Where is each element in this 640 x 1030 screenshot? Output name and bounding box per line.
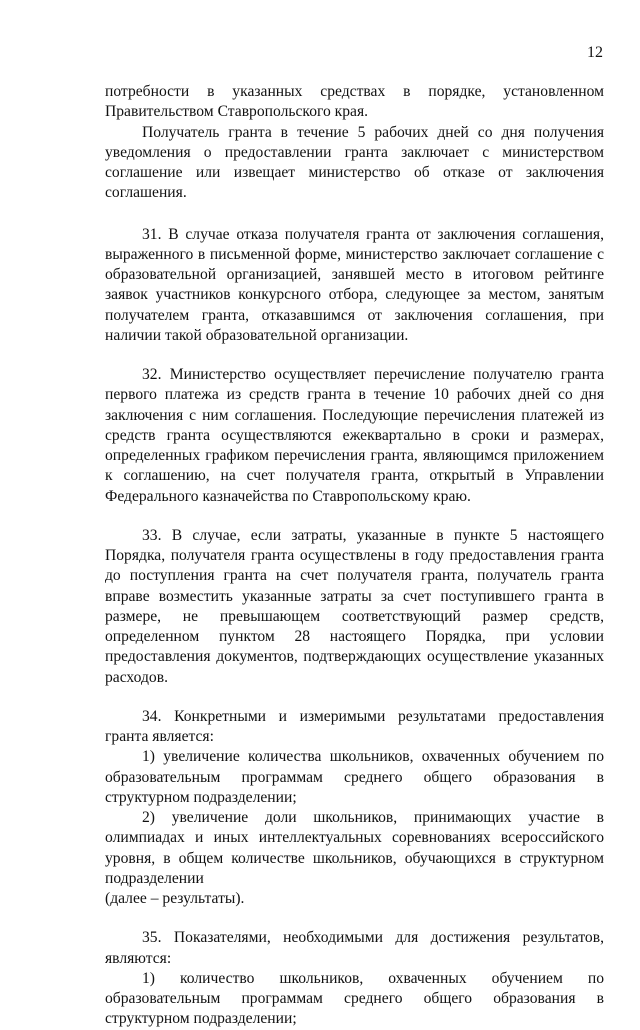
page-number: 12 [587, 44, 603, 61]
paragraph-34-item-2: 2) увеличение доли школьников, принимающих участие в олимпиадах и иных интеллектуальных соревнованиях всероссийского уровня, в общем количестве школьников, обучающихся в структурном подразделении [105, 809, 604, 887]
paragraph-34-item-2-tail: (далее – результаты). [105, 890, 245, 907]
paragraph-33: 33. В случае, если затраты, указанные в пункте 5 настоящего Порядка, получателя гранта осуществлены в году предоставления гранта до поступления гранта на счет получателя гранта, получатель гранта вправе возместить указанные затраты за счет поступившего гранта в размере, не превышающем соответствующий размер средств, определенном пунктом 28 настоящего Порядка, при условии предоставления документов, подтверждающих осуществление указанных расходов. [105, 526, 604, 686]
paragraph-continuation: потребности в указанных средствах в порядке, установленном Правительством Ставропольского края. [105, 83, 604, 121]
paragraph-34: 34. Конкретными и измеримыми результатами предоставления гранта является: [105, 707, 604, 745]
document-body [105, 82, 604, 1030]
paragraph-31: 31. В случае отказа получателя гранта от заключения соглашения, выраженного в письменной форме, министерство заключает соглашение с образовательной организацией, занявшей место в итоговом рейтинге заявок участников конкурсного отбора, следующее за местом, занятым получателем гранта, отказавшимся от заключения соглашения, при наличии такой образовательной организации. [105, 225, 604, 344]
paragraph-agreement-notice: Получатель гранта в течение 5 рабочих дней со дня получения уведомления о предоставлении гранта заключает с министерством соглашение или извещает министерство об отказе от заключения соглашения. [105, 123, 604, 202]
paragraph-35: 35. Показателями, необходимыми для достижения результатов, являются: [105, 929, 604, 967]
paragraph-35-item-1: 1) количество школьников, охваченных обучением по образовательным программам среднего общего образования в структурном подразделении; [105, 969, 604, 1028]
paragraph-32: 32. Министерство осуществляет перечисление получателю гранта первого платежа из средств гранта в течение 10 рабочих дней со дня заключения с ним соглашения. Последующие перечисления платежей из средств гранта осуществляются ежеквартально в сроки и размерах, определенных графиком перечисления гранта, являющимся приложением к соглашению, на счет получателя гранта, открытый в Управлении Федерального казначейства по Ставропольскому краю. [105, 366, 604, 505]
paragraph-34-item-1: 1) увеличение количества школьников, охваченных обучением по образовательным программам среднего общего образования в структурном подразделении; [105, 748, 604, 806]
